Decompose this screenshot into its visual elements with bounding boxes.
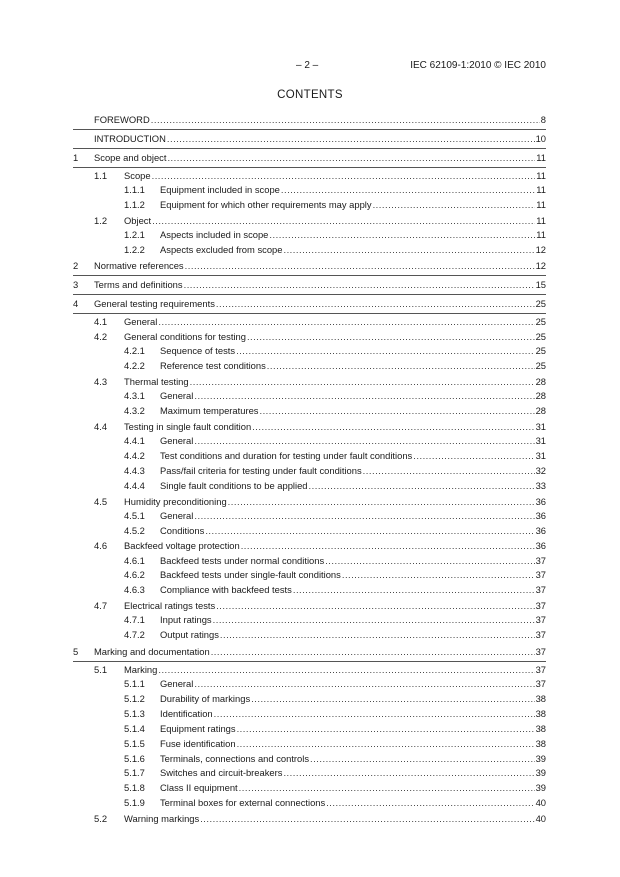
toc-entry-title: Fuse identification (160, 737, 236, 749)
toc-entry[interactable] (73, 554, 546, 569)
toc-dot-leader (152, 168, 536, 183)
toc-entry-number: 1.1.2 (124, 198, 145, 210)
toc-entry-page: 37 (535, 569, 546, 581)
toc-entry-title: General (160, 509, 194, 521)
toc-entry[interactable] (73, 257, 546, 276)
toc-entry-number: 4.7.2 (124, 629, 145, 641)
toc-entry-page: 11 (536, 198, 546, 210)
toc-entry-title: Input ratings (160, 614, 212, 626)
toc-entry-page: 36 (535, 524, 546, 536)
toc-dot-leader (283, 243, 534, 258)
toc-dot-leader (342, 568, 535, 583)
toc-entry[interactable] (73, 314, 546, 329)
toc-entry-title: Normative references (94, 260, 184, 272)
toc-entry-page: 39 (535, 752, 546, 764)
toc-entry[interactable] (73, 276, 546, 295)
toc-entry-number: 4.7 (94, 600, 108, 612)
toc-entry-title: Terms and definitions (94, 279, 183, 291)
toc-entry-number: 5.1.4 (124, 722, 145, 734)
toc-entry[interactable] (73, 213, 546, 228)
toc-entry[interactable] (73, 243, 546, 258)
toc-entry-title: Maximum temperatures (160, 405, 259, 417)
toc-entry-page: 38 (535, 737, 546, 749)
toc-entry-number: 4.4.3 (124, 464, 145, 476)
toc-entry-number: 5.1.8 (124, 782, 145, 794)
toc-dot-leader (259, 404, 534, 419)
toc-entry-title: Test conditions and duration for testing under fault conditions (160, 449, 413, 461)
toc-entry-title: INTRODUCTION (94, 132, 166, 144)
toc-entry-number: 4.6.3 (124, 584, 145, 596)
toc-dot-leader (310, 752, 535, 767)
toc-entry-page: 8 (540, 114, 546, 125)
toc-entry-number: 1 (73, 151, 79, 163)
toc-entry-page: 15 (535, 279, 546, 291)
toc-entry[interactable] (73, 538, 546, 553)
toc-entry[interactable] (73, 628, 546, 643)
toc-entry-title: Marking and documentation (94, 646, 210, 658)
toc-entry[interactable] (73, 722, 546, 737)
toc-entry-page: 40 (535, 813, 546, 825)
toc-dot-leader (228, 494, 535, 509)
toc-entry-page: 39 (535, 782, 546, 794)
toc-entry-page: 11 (536, 169, 546, 181)
toc-entry-number: 4.1 (94, 316, 108, 328)
toc-dot-leader (194, 509, 534, 524)
toc-entry-page: 25 (535, 331, 546, 343)
toc-entry-title: Backfeed tests under single-fault conditions (160, 569, 341, 581)
toc-entry-number: 5 (73, 646, 79, 658)
toc-dot-leader (216, 598, 534, 613)
toc-entry-title: Single fault conditions to be applied (160, 479, 308, 491)
toc-entry-title: Equipment for which other requirements may apply (160, 198, 372, 210)
toc-entry-number: 5.1.9 (124, 797, 145, 809)
toc-dot-leader (158, 662, 534, 677)
toc-entry-page: 11 (536, 228, 546, 240)
toc-entry-page: 37 (535, 678, 546, 690)
toc-entry-title: Output ratings (160, 629, 219, 641)
toc-dot-leader (309, 479, 535, 494)
toc-entry-number: 2 (73, 260, 79, 272)
toc-entry-page: 37 (535, 664, 546, 675)
toc-dot-leader (185, 257, 535, 275)
toc-entry-title: Backfeed voltage protection (124, 540, 240, 552)
toc-dot-leader (251, 692, 534, 707)
toc-entry[interactable] (73, 568, 546, 583)
toc-entry-page: 11 (536, 151, 546, 163)
toc-entry-page: 28 (535, 376, 546, 388)
toc-entry-page: 25 (535, 360, 546, 372)
table-of-contents (73, 111, 546, 826)
toc-entry-title: General testing requirements (94, 298, 215, 310)
toc-dot-leader (283, 766, 534, 781)
toc-dot-leader (194, 677, 534, 692)
toc-entry[interactable] (73, 130, 546, 149)
toc-dot-leader (236, 344, 535, 359)
toc-entry-page: 25 (535, 316, 546, 328)
toc-entry-page: 28 (535, 405, 546, 417)
toc-dot-leader (363, 464, 535, 479)
toc-entry[interactable] (73, 168, 546, 183)
toc-entry-title: Object (124, 214, 152, 226)
toc-dot-leader (151, 111, 540, 129)
toc-entry-number: 5.1.3 (124, 707, 145, 719)
toc-entry[interactable] (73, 389, 546, 404)
toc-entry-page: 38 (535, 692, 546, 704)
toc-dot-leader (293, 583, 535, 598)
toc-entry-title: Warning markings (124, 813, 200, 825)
toc-entry-title: Equipment ratings (160, 722, 236, 734)
page-number: – 2 – (296, 60, 319, 71)
toc-entry-number: 1.1 (94, 169, 108, 181)
toc-dot-leader (247, 329, 535, 344)
toc-entry-page: 31 (535, 420, 546, 432)
toc-entry-number: 5.1.2 (124, 692, 145, 704)
toc-entry[interactable] (73, 344, 546, 359)
toc-entry-page: 31 (535, 435, 546, 447)
toc-entry-page: 36 (535, 540, 546, 552)
toc-dot-leader (184, 276, 535, 294)
toc-entry-title: FOREWORD (94, 114, 150, 125)
toc-entry-page: 37 (535, 600, 546, 612)
toc-dot-leader (252, 419, 534, 434)
toc-dot-leader (152, 213, 535, 228)
toc-entry-number: 4.4 (94, 420, 108, 432)
toc-entry[interactable] (73, 796, 546, 811)
toc-dot-leader (213, 613, 535, 628)
toc-entry-page: 37 (535, 554, 546, 566)
toc-entry[interactable] (73, 404, 546, 419)
toc-entry[interactable] (73, 643, 546, 662)
toc-dot-leader (281, 183, 535, 198)
toc-dot-leader (237, 722, 535, 737)
toc-dot-leader (190, 374, 535, 389)
toc-dot-leader (413, 449, 534, 464)
toc-entry[interactable] (73, 228, 546, 243)
toc-entry-page: 37 (535, 629, 546, 641)
toc-entry-title: General (124, 316, 158, 328)
toc-entry-page: 37 (535, 646, 546, 658)
toc-entry-page: 10 (535, 132, 546, 144)
toc-entry-number: 4.5.2 (124, 524, 145, 536)
toc-entry-number: 4.5.1 (124, 509, 145, 521)
toc-entry[interactable] (73, 737, 546, 752)
toc-entry[interactable] (73, 524, 546, 539)
toc-entry-title: General conditions for testing (124, 331, 246, 343)
toc-entry-number: 4.2.2 (124, 360, 145, 372)
toc-dot-leader (267, 359, 535, 374)
toc-entry[interactable] (73, 677, 546, 692)
toc-entry-number: 1.1.1 (124, 183, 145, 195)
toc-entry-number: 5.1.5 (124, 737, 145, 749)
toc-entry-number: 5.1.6 (124, 752, 145, 764)
toc-entry[interactable] (73, 781, 546, 796)
toc-entry-title: Aspects included in scope (160, 228, 269, 240)
toc-entry[interactable] (73, 479, 546, 494)
toc-dot-leader (211, 643, 535, 661)
toc-entry-title: Terminals, connections and controls (160, 752, 310, 764)
toc-entry-title: Reference test conditions (160, 360, 266, 372)
toc-entry-title: Conditions (160, 524, 205, 536)
toc-entry-number: 4.4.4 (124, 479, 145, 491)
toc-entry-title: Backfeed tests under normal conditions (160, 554, 325, 566)
toc-dot-leader (194, 389, 534, 404)
toc-entry-title: Terminal boxes for external connections (160, 797, 326, 809)
toc-entry-page: 25 (535, 298, 546, 310)
toc-entry-number: 5.1.1 (124, 678, 145, 690)
toc-entry-page: 28 (535, 390, 546, 402)
toc-entry-number: 1.2.2 (124, 243, 145, 255)
toc-entry[interactable] (73, 149, 546, 168)
toc-entry-number: 4.6 (94, 540, 108, 552)
toc-entry[interactable] (73, 662, 546, 677)
toc-dot-leader (269, 228, 535, 243)
toc-entry-page: 11 (536, 214, 546, 226)
toc-entry[interactable] (73, 752, 546, 767)
toc-entry-number: 4.5 (94, 495, 108, 507)
toc-dot-leader (239, 781, 535, 796)
toc-dot-leader (158, 314, 534, 329)
toc-entry-title: Equipment included in scope (160, 183, 280, 195)
toc-entry[interactable] (73, 295, 546, 314)
toc-entry[interactable] (73, 198, 546, 213)
toc-dot-leader (241, 538, 535, 553)
toc-entry-title: Aspects excluded from scope (160, 243, 283, 255)
toc-entry[interactable] (73, 419, 546, 434)
toc-entry-title: General (160, 678, 194, 690)
toc-entry[interactable] (73, 707, 546, 722)
toc-entry-title: Class II equipment (160, 782, 238, 794)
toc-entry-number: 5.1.7 (124, 767, 145, 779)
toc-entry-number: 3 (73, 279, 79, 291)
toc-entry-page: 11 (536, 183, 546, 195)
toc-dot-leader (325, 554, 534, 569)
toc-entry-number: 4 (73, 298, 79, 310)
toc-dot-leader (216, 295, 535, 313)
toc-entry-title: Identification (160, 707, 213, 719)
toc-dot-leader (326, 796, 534, 811)
toc-entry-number: 1.2.1 (124, 228, 145, 240)
toc-entry[interactable] (73, 692, 546, 707)
toc-entry[interactable] (73, 434, 546, 449)
toc-entry-title: Thermal testing (124, 376, 189, 388)
toc-entry[interactable] (73, 359, 546, 374)
toc-entry-page: 32 (535, 464, 546, 476)
toc-dot-leader (194, 434, 534, 449)
toc-dot-leader (220, 628, 535, 643)
toc-entry-title: Marking (124, 664, 158, 675)
toc-entry[interactable] (73, 613, 546, 628)
toc-entry-page: 25 (535, 345, 546, 357)
toc-entry[interactable] (73, 583, 546, 598)
toc-entry-number: 4.3.2 (124, 405, 145, 417)
toc-entry-title: Testing in single fault condition (124, 420, 252, 432)
toc-entry-number: 4.2 (94, 331, 108, 343)
toc-entry-title: General (160, 390, 194, 402)
toc-entry-page: 31 (535, 449, 546, 461)
toc-dot-leader (200, 811, 534, 826)
toc-entry-page: 39 (535, 767, 546, 779)
toc-entry[interactable] (73, 598, 546, 613)
page-title: CONTENTS (277, 89, 343, 101)
toc-entry-page: 36 (535, 495, 546, 507)
toc-entry-number: 4.6.1 (124, 554, 145, 566)
toc-entry[interactable] (73, 494, 546, 509)
toc-entry[interactable] (73, 464, 546, 479)
toc-dot-leader (167, 130, 535, 148)
toc-entry-title: Pass/fail criteria for testing under fault conditions (160, 464, 362, 476)
toc-entry-page: 37 (535, 584, 546, 596)
toc-entry[interactable] (73, 111, 546, 130)
toc-entry-title: Compliance with backfeed tests (160, 584, 292, 596)
toc-entry-title: Scope and object (94, 151, 167, 163)
toc-entry-title: General (160, 435, 194, 447)
toc-entry-number: 1.2 (94, 214, 108, 226)
toc-entry[interactable] (73, 766, 546, 781)
toc-entry-title: Humidity preconditioning (124, 495, 227, 507)
toc-entry-title: Durability of markings (160, 692, 251, 704)
toc-entry-page: 38 (535, 707, 546, 719)
toc-entry[interactable] (73, 449, 546, 464)
toc-entry-number: 4.6.2 (124, 569, 145, 581)
toc-entry-title: Switches and circuit-breakers (160, 767, 283, 779)
toc-entry-number: 4.4.2 (124, 449, 145, 461)
toc-entry-page: 33 (535, 479, 546, 491)
toc-entry[interactable] (73, 374, 546, 389)
toc-dot-leader (167, 149, 535, 167)
toc-entry-number: 4.4.1 (124, 435, 145, 447)
toc-entry-title: Scope (124, 169, 151, 181)
toc-entry[interactable] (73, 811, 546, 826)
toc-dot-leader (214, 707, 535, 722)
toc-entry-page: 36 (535, 509, 546, 521)
toc-entry-page: 40 (535, 797, 546, 809)
toc-entry-title: Sequence of tests (160, 345, 236, 357)
toc-dot-leader (237, 737, 535, 752)
toc-entry-page: 12 (535, 243, 546, 255)
toc-entry-page: 12 (535, 260, 546, 272)
toc-entry-page: 38 (535, 722, 546, 734)
toc-entry-number: 4.3.1 (124, 390, 145, 402)
toc-entry-page: 37 (535, 614, 546, 626)
toc-entry-number: 4.2.1 (124, 345, 145, 357)
toc-entry-number: 5.2 (94, 813, 108, 825)
toc-entry[interactable] (73, 509, 546, 524)
standard-reference: IEC 62109-1:2010 © IEC 2010 (410, 60, 546, 71)
toc-dot-leader (373, 198, 536, 213)
toc-entry[interactable] (73, 183, 546, 198)
toc-entry[interactable] (73, 329, 546, 344)
toc-dot-leader (205, 524, 534, 539)
toc-entry-number: 4.7.1 (124, 614, 145, 626)
toc-entry-number: 5.1 (94, 664, 108, 675)
toc-entry-title: Electrical ratings tests (124, 600, 216, 612)
toc-entry-number: 4.3 (94, 376, 108, 388)
